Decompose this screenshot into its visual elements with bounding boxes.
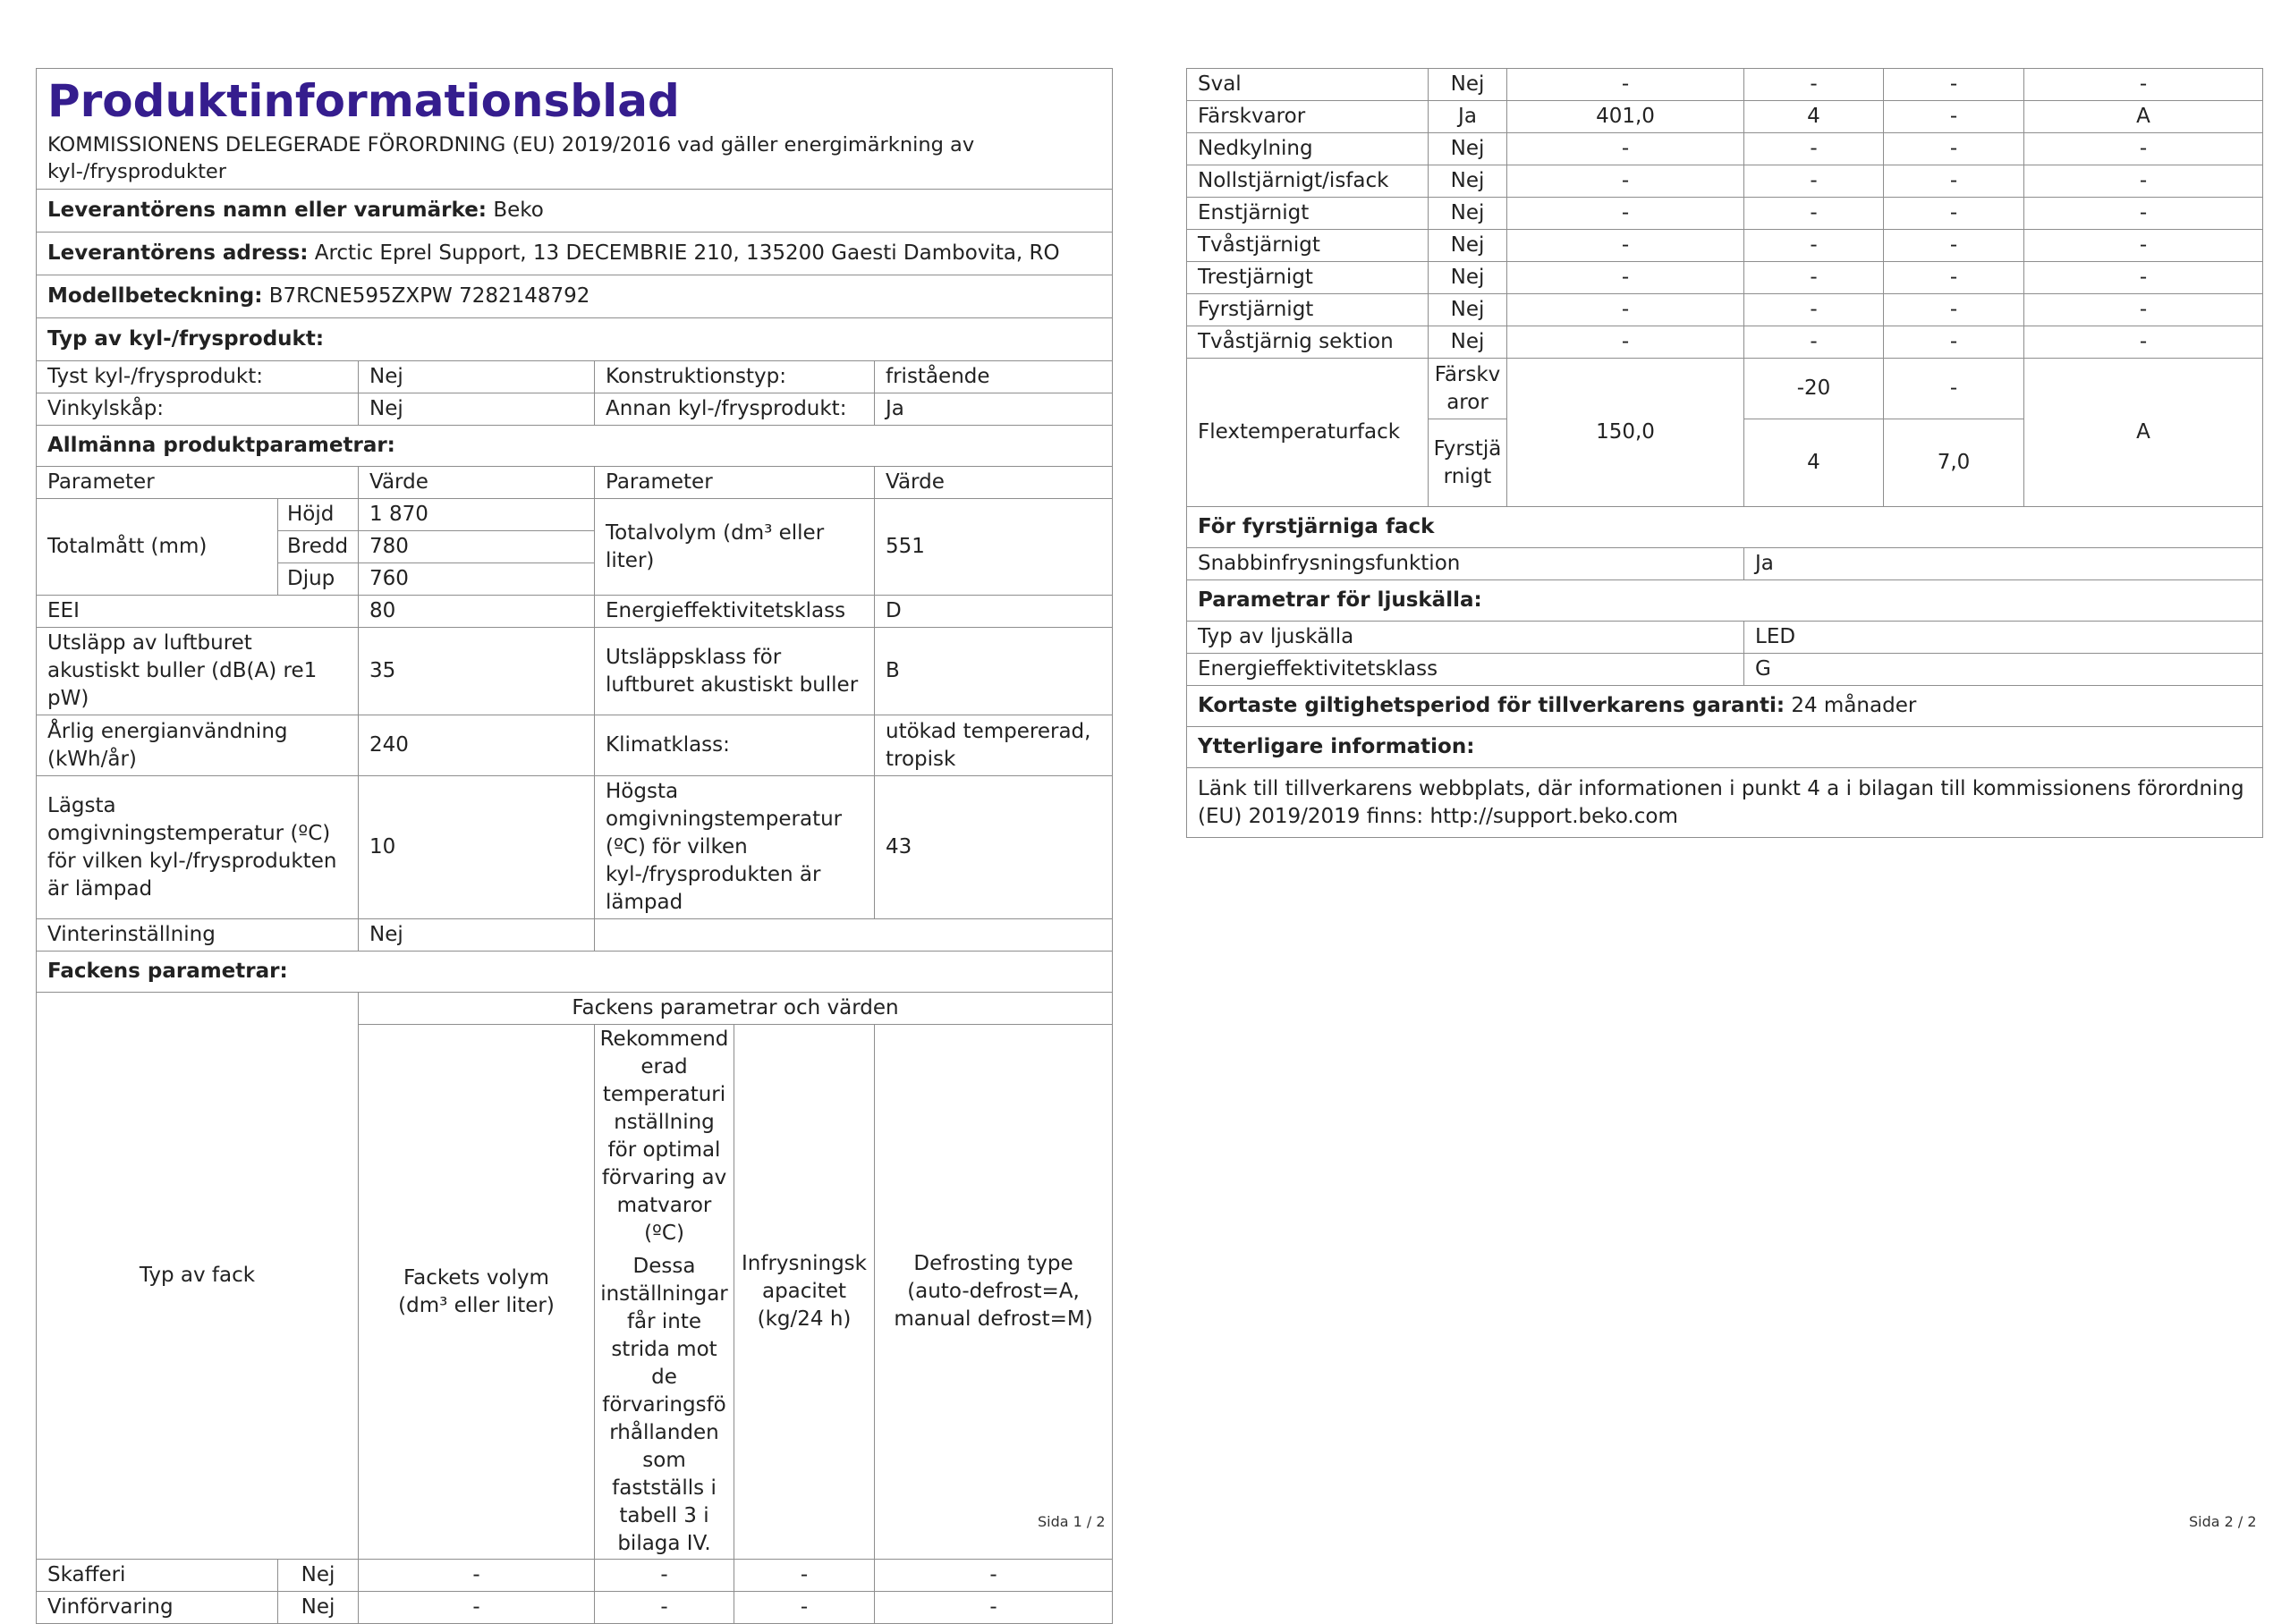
type-label: Vinkylskåp: xyxy=(37,393,359,426)
supplier-label: Leverantörens namn eller varumärke: xyxy=(47,199,487,222)
compartment-temp: - xyxy=(1744,294,1884,326)
compartment-name: Skafferi xyxy=(37,1560,278,1592)
compartment-name: Vinförvaring xyxy=(37,1592,278,1624)
depth-label: Djup xyxy=(278,563,359,596)
model-label: Modellbeteckning: xyxy=(47,284,263,308)
param-header: Parameter xyxy=(595,467,875,499)
param-label: Högsta omgivningstemperatur (ºC) för vilken kyl-/frysprodukten är lämpad xyxy=(595,776,875,919)
light-heading: Parametrar för ljuskälla: xyxy=(1187,580,2263,622)
compartment-freeze: - xyxy=(734,1560,875,1592)
volume-label: Totalvolym (dm³ eller liter) xyxy=(595,499,875,596)
table-row xyxy=(1187,69,2263,101)
quickfreeze-label: Snabbinfrysningsfunktion xyxy=(1187,548,1744,580)
compartment-present: Nej xyxy=(1429,294,1507,326)
table-row xyxy=(1187,101,2263,133)
table-row xyxy=(1187,262,2263,294)
flex-compartment-name: Flextemperaturfack xyxy=(1187,359,1429,507)
compartment-temp: - xyxy=(595,1560,734,1592)
compartment-group-header: Fackens parametrar och värden xyxy=(359,993,1113,1025)
compartment-name: Tvåstjärnigt xyxy=(1187,230,1429,262)
compartment-volume: - xyxy=(1507,326,1744,359)
compartment-freeze: - xyxy=(1884,326,2024,359)
compartment-name: Trestjärnigt xyxy=(1187,262,1429,294)
height-value: 1 870 xyxy=(359,499,595,531)
table-row xyxy=(1187,133,2263,165)
compartment-defrost: - xyxy=(2024,133,2263,165)
compartment-name: Sval xyxy=(1187,69,1429,101)
general-heading: Allmänna produktparametrar: xyxy=(37,426,1113,467)
light-class-value: G xyxy=(1744,654,2263,686)
type-value: Nej xyxy=(359,393,595,426)
compartment-defrost: - xyxy=(2024,69,2263,101)
compartment-name: Tvåstjärnig sektion xyxy=(1187,326,1429,359)
compartment-present: Ja xyxy=(1429,101,1507,133)
param-value: utökad tempererad, tropisk xyxy=(875,715,1113,776)
volume-value: 551 xyxy=(875,499,1113,596)
warranty-label: Kortaste giltighetsperiod för tillverkarens garanti: xyxy=(1198,694,1785,717)
temperature-header xyxy=(595,1025,734,1560)
compartment-defrost: A xyxy=(2024,101,2263,133)
compartment-temp: - xyxy=(1744,326,1884,359)
light-class-label: Energieffektivitetsklass xyxy=(1187,654,1744,686)
compartment-freeze: - xyxy=(1884,101,2024,133)
compartment-volume: 401,0 xyxy=(1507,101,1744,133)
compartment-volume: - xyxy=(1507,133,1744,165)
compartment-present: Nej xyxy=(1429,165,1507,198)
compartment-defrost: - xyxy=(2024,326,2263,359)
table-row xyxy=(1187,198,2263,230)
winter-value: Nej xyxy=(359,919,595,952)
width-label: Bredd xyxy=(278,531,359,563)
compartment-temp: - xyxy=(595,1592,734,1624)
empty-cell xyxy=(595,919,1113,952)
temperature-header-main: Rekommenderad temperaturinställning för optimal förvaring av matvaror (ºC) xyxy=(599,1028,729,1245)
table-row xyxy=(1187,294,2263,326)
table-row xyxy=(37,1560,1113,1592)
compartment-defrost: - xyxy=(875,1592,1113,1624)
compartment-present: Nej xyxy=(278,1560,359,1592)
compartment-freeze: - xyxy=(1884,230,2024,262)
compartment-temp: - xyxy=(1744,165,1884,198)
supplier-value: Beko xyxy=(493,199,544,222)
info-row xyxy=(1187,768,2263,838)
param-label: Klimatklass: xyxy=(595,715,875,776)
freeze-capacity-header: Infrysningskapacitet (kg/24 h) xyxy=(734,1025,875,1560)
param-value: 240 xyxy=(359,715,595,776)
supplier-row xyxy=(37,190,1113,233)
compartment-freeze: - xyxy=(1884,165,2024,198)
type-value: fristående xyxy=(875,361,1113,393)
model-value: B7RCNE595ZXPW 7282148792 xyxy=(268,284,590,308)
info-text: Länk till tillverkarens webbplats, där informationen i punkt 4 a i bilagan till kommissionens förordning (EU) 2019/2019 finns: xyxy=(1198,776,2244,828)
type-label: Tyst kyl-/frysprodukt: xyxy=(37,361,359,393)
warranty-value: 24 månader xyxy=(1791,694,1917,717)
param-value: 43 xyxy=(875,776,1113,919)
compartment-temp: - xyxy=(1744,262,1884,294)
param-label: Årlig energianvändning (kWh/år) xyxy=(37,715,359,776)
compartment-temp: - xyxy=(1744,69,1884,101)
compartment-temp: 4 xyxy=(1744,101,1884,133)
compartment-present: Nej xyxy=(278,1592,359,1624)
compartment-volume: - xyxy=(359,1592,595,1624)
compartment-volume: - xyxy=(1507,165,1744,198)
compartment-volume: - xyxy=(1507,69,1744,101)
compartment-defrost: - xyxy=(2024,165,2263,198)
param-label: EEI xyxy=(37,596,359,628)
flex-sub-fresh: Färskvaror xyxy=(1429,359,1507,419)
compartment-freeze: - xyxy=(1884,133,2024,165)
compartment-volume: - xyxy=(1507,294,1744,326)
compartment-name: Nollstjärnigt/isfack xyxy=(1187,165,1429,198)
support-link[interactable]: http://support.beko.com xyxy=(1429,804,1678,828)
table-row xyxy=(1187,230,2263,262)
dimensions-label: Totalmått (mm) xyxy=(37,499,278,596)
compartment-present: Nej xyxy=(1429,69,1507,101)
compartment-table-continued xyxy=(1186,68,2263,838)
product-info-table xyxy=(36,68,1113,1624)
light-type-value: LED xyxy=(1744,622,2263,654)
flex-defrost: A xyxy=(2024,359,2263,507)
compartment-defrost: - xyxy=(2024,230,2263,262)
param-value: 80 xyxy=(359,596,595,628)
param-value: 10 xyxy=(359,776,595,919)
flex-freeze-1: - xyxy=(1884,359,2024,419)
compartment-volume: - xyxy=(359,1560,595,1592)
compartment-present: Nej xyxy=(1429,198,1507,230)
fourstar-heading: För fyrstjärniga fack xyxy=(1187,507,2263,548)
address-value: Arctic Eprel Support, 13 DECEMBRIE 210, 135200 Gaesti Dambovita, RO xyxy=(314,241,1060,265)
compartment-freeze: - xyxy=(1884,198,2024,230)
value-header: Värde xyxy=(875,467,1113,499)
compartment-name: Nedkylning xyxy=(1187,133,1429,165)
compartment-defrost: - xyxy=(2024,262,2263,294)
compartment-volume: - xyxy=(1507,198,1744,230)
address-row xyxy=(37,233,1113,275)
compartment-temp: - xyxy=(1744,230,1884,262)
compartment-volume: - xyxy=(1507,230,1744,262)
param-header: Parameter xyxy=(37,467,359,499)
page-2 xyxy=(1186,68,2262,838)
compartment-name: Fyrstjärnigt xyxy=(1187,294,1429,326)
type-label: Annan kyl-/frysprodukt: xyxy=(595,393,875,426)
compartment-present: Nej xyxy=(1429,326,1507,359)
param-label: Lägsta omgivningstemperatur (ºC) för vilken kyl-/frysprodukten är lämpad xyxy=(37,776,359,919)
param-label: Utsläpp av luftburet akustiskt buller (dB(A) re1 pW) xyxy=(37,628,359,715)
page-number: Sida 1 / 2 xyxy=(1038,1513,1106,1530)
param-value: 35 xyxy=(359,628,595,715)
compartment-defrost: - xyxy=(2024,198,2263,230)
flex-temp-1: -20 xyxy=(1744,359,1884,419)
compartment-defrost: - xyxy=(875,1560,1113,1592)
winter-label: Vinterinställning xyxy=(37,919,359,952)
compartment-present: Nej xyxy=(1429,133,1507,165)
param-label: Energieffektivitetsklass xyxy=(595,596,875,628)
compartment-freeze: - xyxy=(1884,262,2024,294)
regulation-subtitle: KOMMISSIONENS DELEGERADE FÖRORDNING (EU) 2019/2016 vad gäller energimärkning av kyl-/frysprodukter xyxy=(47,133,975,183)
compartment-volume: - xyxy=(1507,262,1744,294)
warranty-row xyxy=(1187,686,2263,727)
type-value: Ja xyxy=(875,393,1113,426)
light-type-label: Typ av ljuskälla xyxy=(1187,622,1744,654)
type-label: Konstruktionstyp: xyxy=(595,361,875,393)
table-row xyxy=(37,1592,1113,1624)
temperature-header-note: Dessa inställningar får inte strida mot de förvaringsförhållanden som fastställs i tabell 3 i bilaga IV. xyxy=(600,1255,728,1555)
type-value: Nej xyxy=(359,361,595,393)
page-title: Produktinformationsblad xyxy=(47,75,680,127)
title-cell xyxy=(37,69,1113,190)
flex-freeze-2: 7,0 xyxy=(1884,419,2024,507)
height-label: Höjd xyxy=(278,499,359,531)
compartment-temp: - xyxy=(1744,133,1884,165)
compartment-present: Nej xyxy=(1429,230,1507,262)
page-number: Sida 2 / 2 xyxy=(2189,1513,2257,1530)
model-row xyxy=(37,275,1113,318)
flex-volume: 150,0 xyxy=(1507,359,1744,507)
param-value: D xyxy=(875,596,1113,628)
flex-sub-fourstar: Fyrstjärnigt xyxy=(1429,419,1507,507)
compartment-freeze: - xyxy=(1884,69,2024,101)
compartment-name: Färskvaror xyxy=(1187,101,1429,133)
compartment-temp: - xyxy=(1744,198,1884,230)
compartment-present: Nej xyxy=(1429,262,1507,294)
quickfreeze-value: Ja xyxy=(1744,548,2263,580)
compartment-heading: Fackens parametrar: xyxy=(37,952,1113,993)
compartment-defrost: - xyxy=(2024,294,2263,326)
defrost-header: Defrosting type (auto-defrost=A, manual defrost=M) xyxy=(875,1025,1113,1560)
info-heading: Ytterligare information: xyxy=(1187,727,2263,768)
table-row xyxy=(1187,326,2263,359)
value-header: Värde xyxy=(359,467,595,499)
compartment-name: Enstjärnigt xyxy=(1187,198,1429,230)
page-1 xyxy=(36,68,1112,1624)
type-heading: Typ av kyl-/frysprodukt: xyxy=(37,318,1113,361)
table-row xyxy=(1187,165,2263,198)
flex-temp-2: 4 xyxy=(1744,419,1884,507)
compartment-type-header: Typ av fack xyxy=(37,993,359,1560)
width-value: 780 xyxy=(359,531,595,563)
volume-header: Fackets volym (dm³ eller liter) xyxy=(359,1025,595,1560)
param-label: Utsläppsklass för luftburet akustiskt buller xyxy=(595,628,875,715)
compartment-freeze: - xyxy=(734,1592,875,1624)
depth-value: 760 xyxy=(359,563,595,596)
address-label: Leverantörens adress: xyxy=(47,241,309,265)
param-value: B xyxy=(875,628,1113,715)
compartment-freeze: - xyxy=(1884,294,2024,326)
